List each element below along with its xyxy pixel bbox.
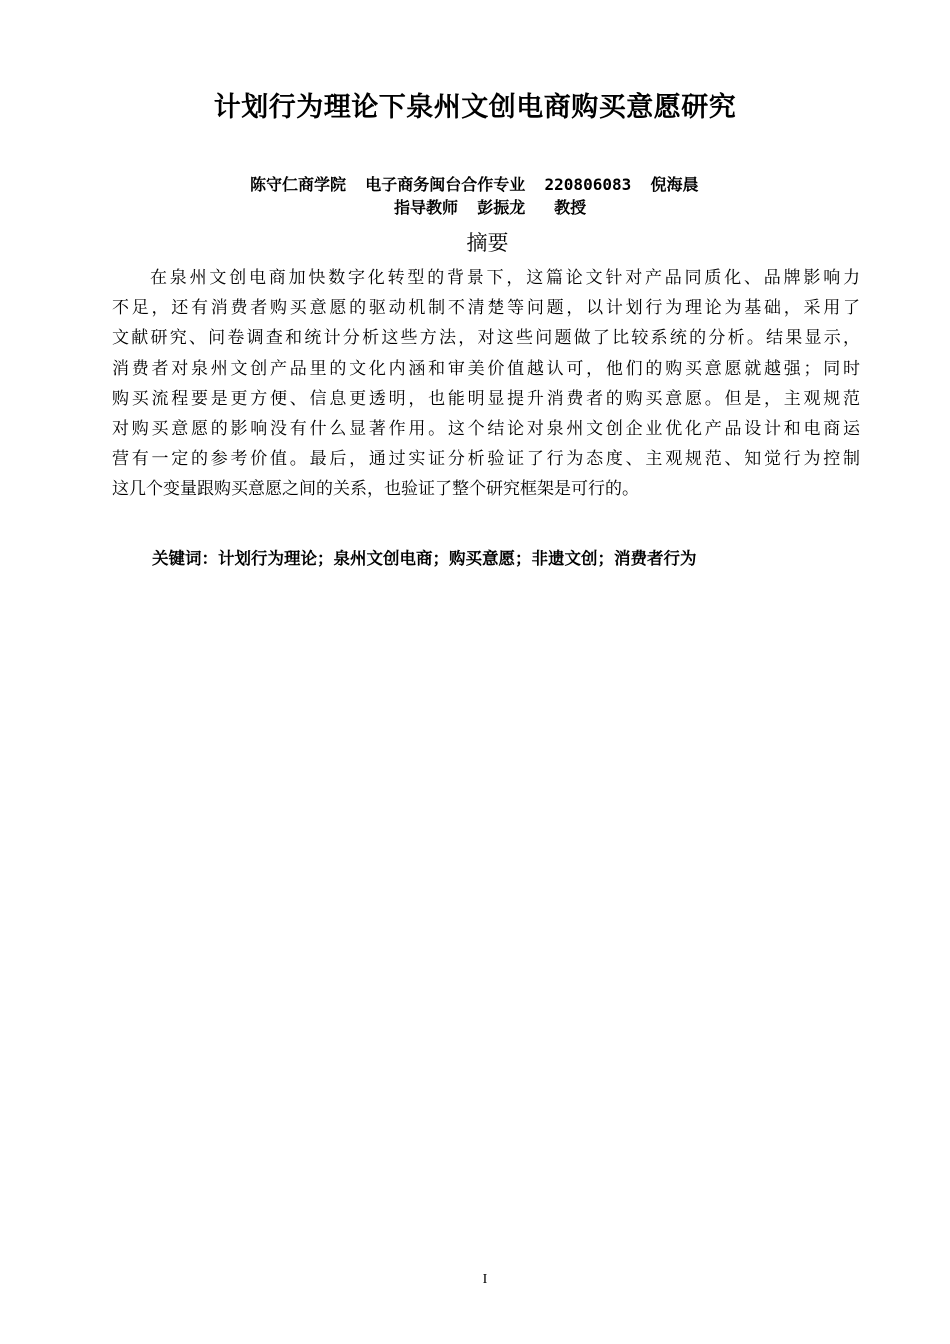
abstract-line: 营有一定的参考价值。最后，通过实证分析验证了行为态度、主观规范、知觉行为控制: [112, 449, 860, 470]
page-number: I: [482, 1272, 488, 1287]
abstract-line: 在泉州文创电商加快数字化转型的背景下，这篇论文针对产品同质化、品牌影响力: [150, 268, 860, 288]
abstract-line: 消费者对泉州文创产品里的文化内涵和审美价值越认可，他们的购买意愿就越强；同时: [112, 358, 860, 379]
advisor-info: 指导教师 彭振龙 教授: [394, 198, 587, 217]
author-info: 陈守仁商学院 电子商务闽台合作专业 220806083 倪海晨: [250, 175, 699, 194]
abstract-line: 购买流程要是更方便、信息更透明，也能明显提升消费者的购买意愿。但是，主观规范: [112, 388, 860, 409]
paper-title: 计划行为理论下泉州文创电商购买意愿研究: [213, 92, 737, 123]
abstract-line: 文献研究、问卷调查和统计分析这些方法，对这些问题做了比较系统的分析。结果显示，: [112, 328, 860, 349]
abstract-heading: 摘要: [466, 231, 509, 255]
keywords: 关键词：计划行为理论；泉州文创电商；购买意愿；非遗文创；消费者行为: [152, 549, 697, 568]
abstract-line: 这几个变量跟购买意愿之间的关系，也验证了整个研究框架是可行的。: [112, 479, 639, 500]
abstract-line: 不足，还有消费者购买意愿的驱动机制不清楚等问题，以计划行为理论为基础，采用了: [112, 298, 860, 319]
abstract-body: [112, 263, 860, 505]
abstract-line: 对购买意愿的影响没有什么显著作用。这个结论对泉州文创企业优化产品设计和电商运: [112, 418, 860, 439]
